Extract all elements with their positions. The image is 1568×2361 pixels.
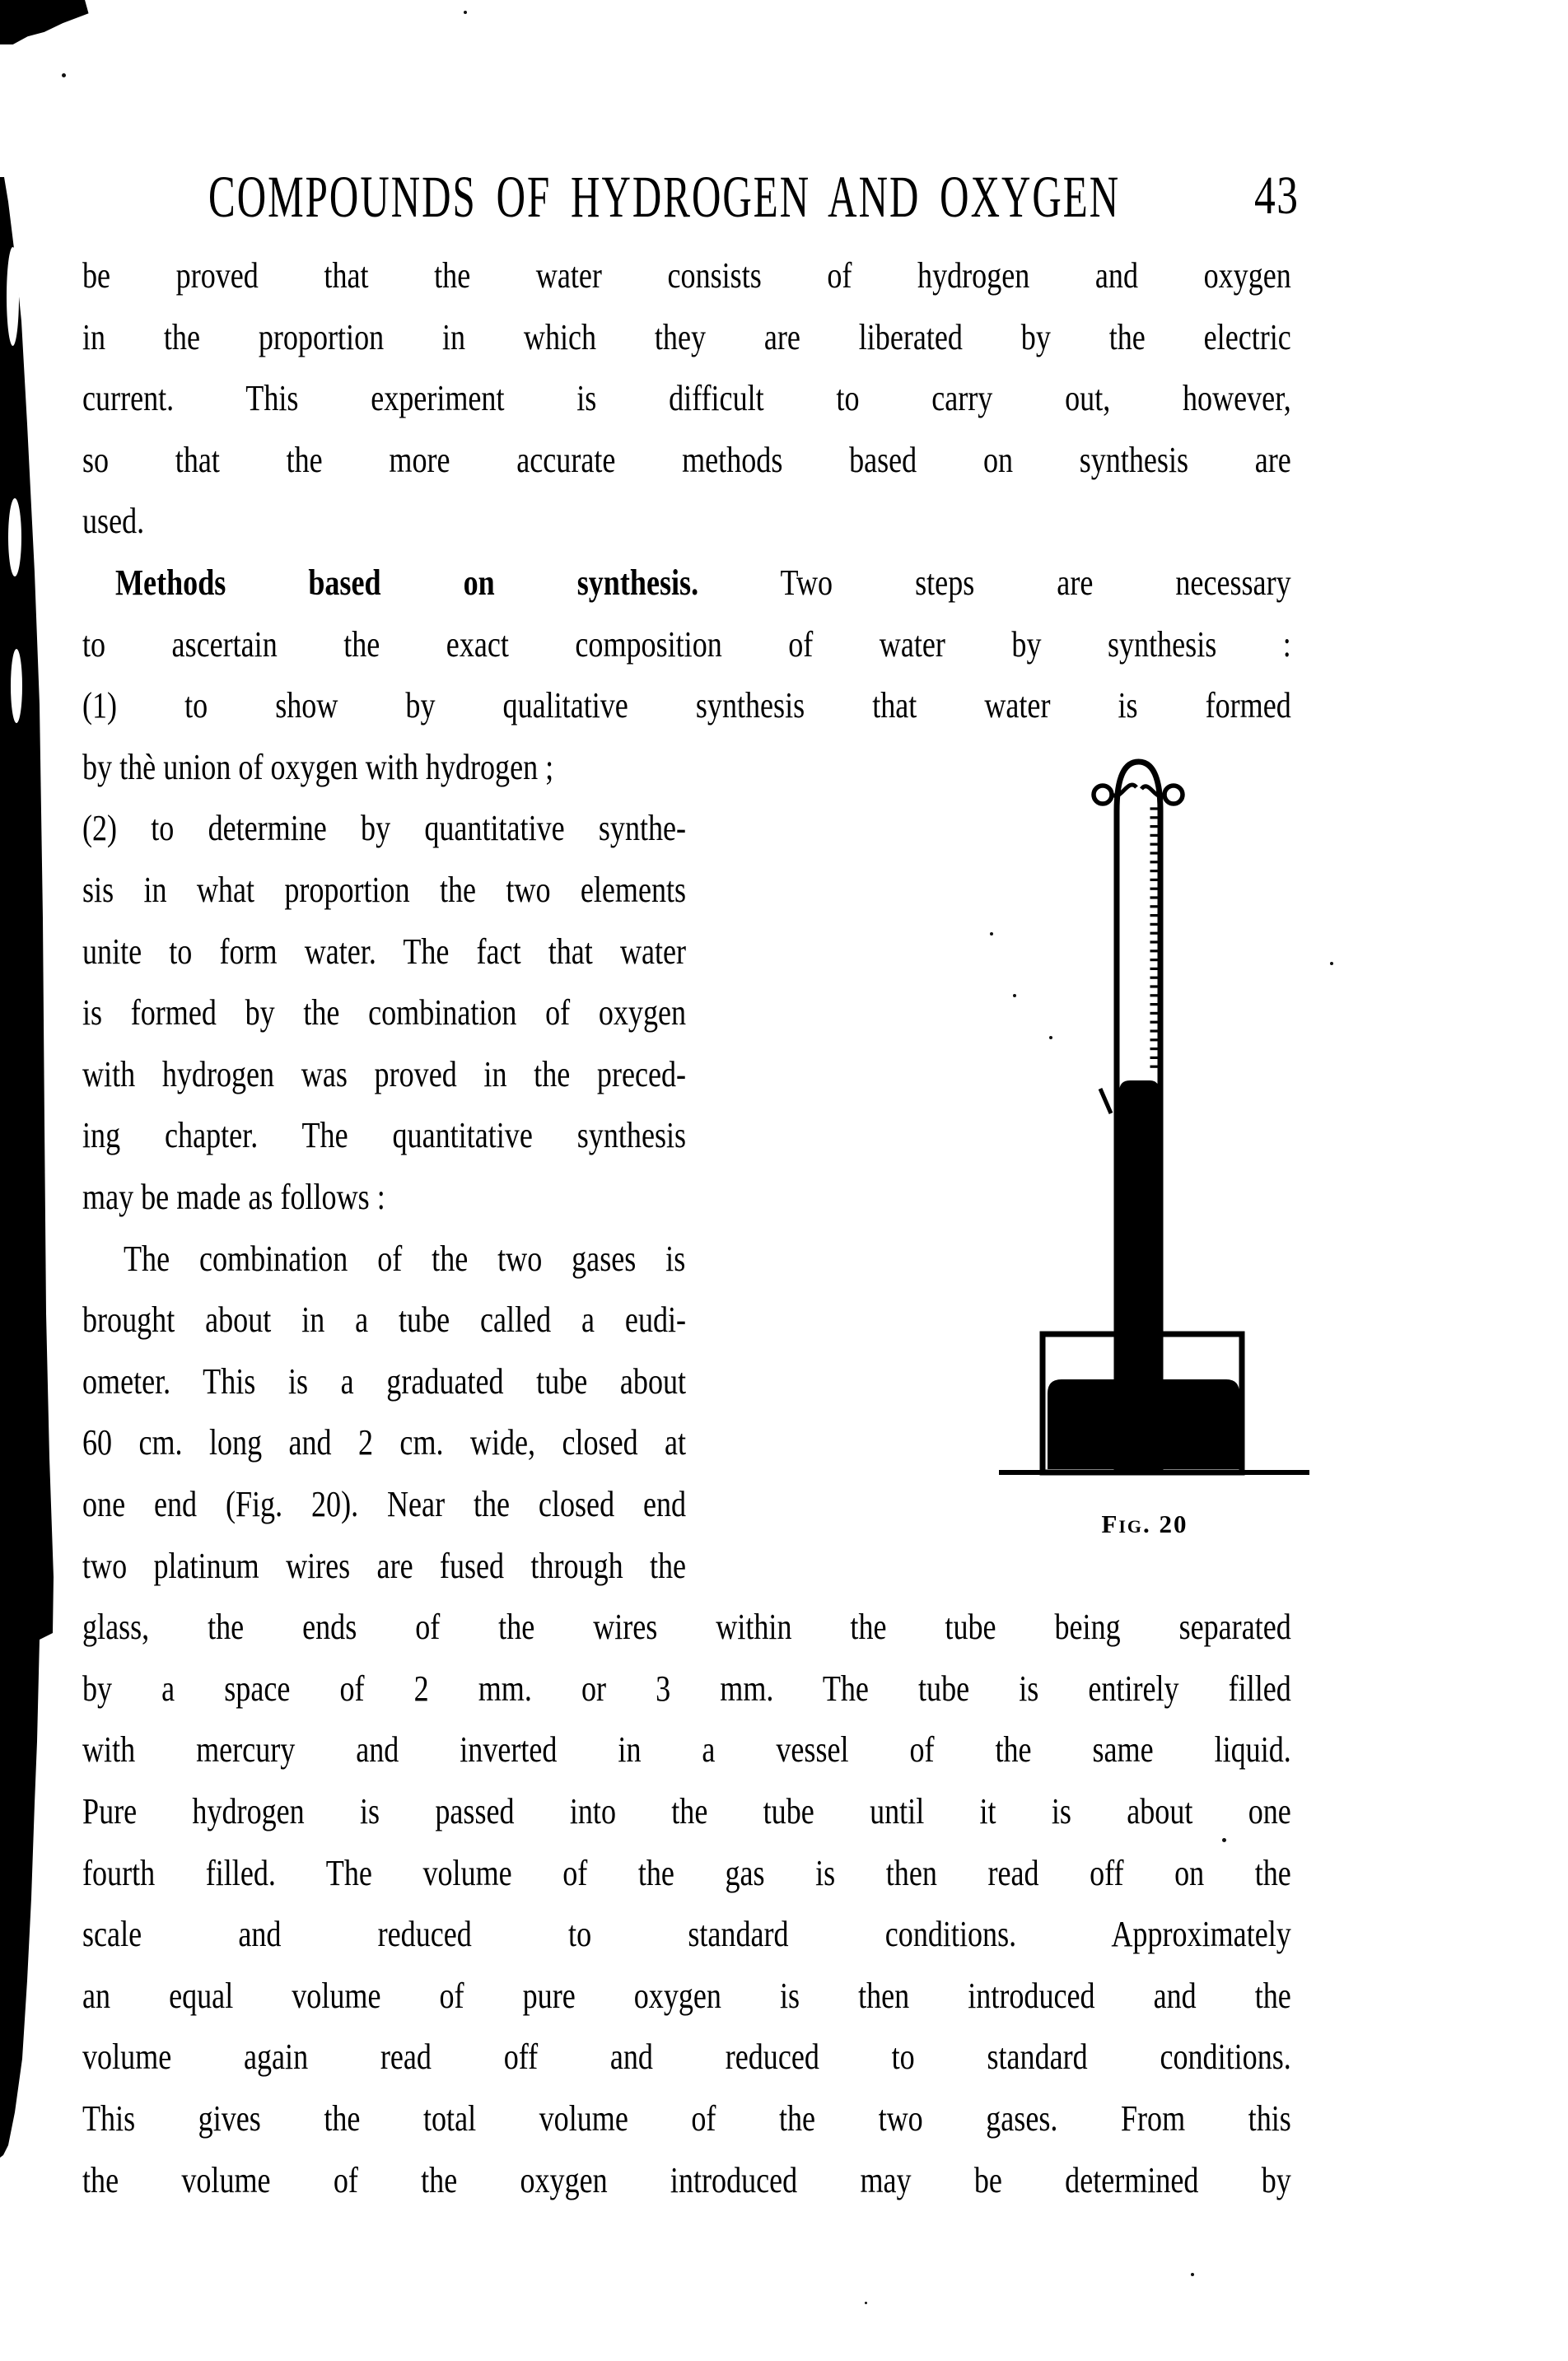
text-line-11: sis in what proportion the two elements: [82, 870, 687, 910]
text-line-32: the volume of the oxygen introduced may be determined by: [82, 2159, 1291, 2200]
page-number: 43: [1254, 166, 1300, 226]
text-line-17: The combination of the two gases is: [124, 1238, 686, 1279]
text-line-25: with mercury and inverted in a vessel of the same liquid.: [82, 1729, 1291, 1771]
figure-caption: Fig. 20: [1101, 1509, 1188, 1538]
text-line-2: in the proportion in which they are liberated by the electric: [82, 316, 1291, 357]
text-line-19: ometer. This is a graduated tube about: [82, 1360, 687, 1402]
text-line-21: one end (Fig. 20). Near the closed end: [82, 1484, 687, 1524]
ink-speck: [464, 11, 467, 14]
text-line-14: with hydrogen was proved in the preced-: [82, 1053, 687, 1094]
text-line-16: may be made as follows :: [82, 1177, 385, 1217]
text-line-27: fourth filled. The volume of the gas is then read off on the: [82, 1852, 1291, 1893]
text-line-5: used.: [82, 501, 145, 542]
text-line-26: Pure hydrogen is passed into the tube until it is about one: [82, 1791, 1291, 1831]
text-line-20: 60 cm. long and 2 cm. wide, closed at: [82, 1422, 687, 1463]
scan-artifact-notch: [11, 649, 22, 723]
text-line-4: so that the more accurate methods based on synthesis are: [82, 439, 1291, 480]
ink-speck: [865, 2302, 867, 2304]
text-line-29: an equal volume of pure oxygen is then introduced and the: [82, 1975, 1291, 2016]
ink-speck: [1013, 994, 1016, 997]
text-line-10: (2) to determine by quantitative synthe-: [82, 808, 687, 849]
scan-artifact-notch: [7, 247, 19, 346]
text-line-15: ing chapter. The quantitative synthesis: [82, 1115, 687, 1156]
ink-speck: [1191, 2273, 1194, 2276]
scan-artifact-notch: [8, 498, 21, 576]
text-line-8: (1) to show by qualitative synthesis that water is formed: [82, 685, 1291, 726]
ink-speck: [990, 932, 993, 936]
text-line-31: This gives the total volume of the two gases. From this: [82, 2098, 1291, 2139]
scan-artifact-left-band: [0, 177, 58, 2158]
ink-speck: [62, 73, 66, 77]
section-heading: Methods based on synthesis.: [115, 562, 699, 603]
scan-artifact-corner: [0, 0, 92, 44]
text-line-1: be proved that the water consists of hydrogen and oxygen: [82, 255, 1291, 296]
text-line-30: volume again read off and reduced to standard conditions.: [82, 2037, 1291, 2078]
platinum-wire-loop-left: [1094, 786, 1112, 804]
ink-speck: [1049, 1036, 1052, 1039]
mercury-in-vessel: [1048, 1379, 1239, 1469]
ink-speck: [1330, 962, 1333, 965]
level-pointer: [1100, 1089, 1111, 1113]
text-line-7: to ascertain the exact composition of water by synthesis :: [82, 623, 1291, 665]
text-line-6: Methods based on synthesis. Two steps are necessary: [115, 562, 1291, 603]
text-line-9: by thè union of oxygen with hydrogen ;: [82, 746, 554, 787]
platinum-wire-loop-right: [1164, 786, 1183, 804]
text-line-13: is formed by the combination of oxygen: [82, 992, 687, 1034]
text-line-3: current. This experiment is difficult to carry out, however,: [82, 378, 1291, 419]
platinum-wire-left: [1111, 785, 1136, 796]
text-line-22: two platinum wires are fused through the: [82, 1545, 687, 1586]
text-line-18: brought about in a tube called a eudi-: [82, 1299, 687, 1341]
text-line-24: by a space of 2 mm. or 3 mm. The tube is entirely filled: [82, 1668, 1291, 1709]
ink-speck: [1222, 1838, 1226, 1842]
eudiometer-figure: [947, 725, 1318, 1540]
text-line-23: glass, the ends of the wires within the tube being separated: [82, 1607, 1291, 1648]
text-line-28: scale and reduced to standard conditions. Approximately: [82, 1914, 1291, 1955]
text-line-12: unite to form water. The fact that water: [82, 931, 687, 972]
page-header-title: COMPOUNDS OF HYDROGEN AND OXYGEN: [208, 164, 1121, 230]
